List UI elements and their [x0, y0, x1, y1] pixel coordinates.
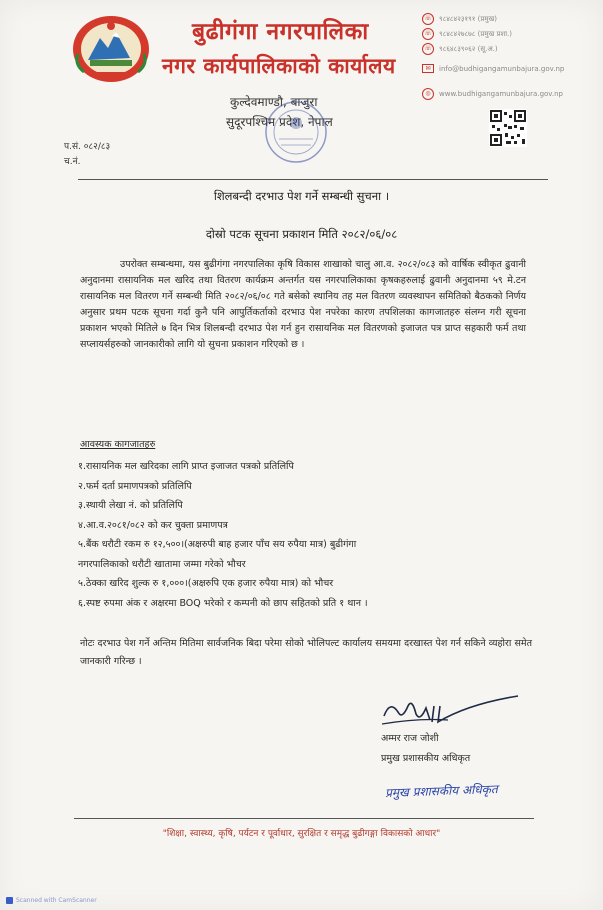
- globe-icon: ◎: [422, 88, 434, 100]
- office-title: नगर कार्यपालिकाको कार्यालय: [162, 54, 396, 78]
- address-district: कुल्देवमाण्डौ, बाजुरा: [230, 95, 318, 109]
- phone-icon: ☏: [422, 28, 434, 40]
- documents-list: [78, 457, 528, 613]
- contact-phone-3: [422, 43, 498, 55]
- contact-text: ९८४८४२७८७८ (प्रमुख प्रशा.): [439, 29, 512, 38]
- contact-text: ९८४८४२३१९१ (प्रमुख): [439, 14, 497, 23]
- mail-icon: ✉: [422, 64, 434, 73]
- documents-heading: आवस्यक कागजातहरु: [80, 439, 156, 450]
- signatory-name: अम्मर राज जोशी: [381, 733, 439, 744]
- list-item: २.फर्म दर्ता प्रमाणपत्रको प्रतिलिपि: [78, 480, 192, 492]
- contact-website[interactable]: [422, 88, 563, 100]
- contact-phone-1: [422, 13, 497, 25]
- designation-stamp: प्रमुख प्रशासकीय अधिकृत: [384, 782, 498, 800]
- notice-body: [80, 257, 526, 353]
- signatory-title: प्रमुख प्रशासकीय अधिकृत: [381, 753, 471, 764]
- list-item: ५.ठेक्का खरिद शुल्क रु १,०००।(अक्षरुपि एक हजार रुपैया मात्र) को भौचर: [78, 578, 334, 589]
- contact-phone-2: [422, 28, 512, 40]
- contact-text: ९८६४८३९०६२ (सू.अ.): [439, 44, 498, 53]
- nepal-emblem-logo: [70, 14, 152, 84]
- list-item: १.रासायनिक मल खरिदका लागि प्राप्त इजाजत पत्रको प्रतिलिपि: [78, 461, 294, 472]
- address-province: सुदूरपश्चिम प्रदेश, नेपाल: [226, 115, 333, 129]
- scanner-watermark: [6, 897, 97, 904]
- list-item: ४.आ.व.२०८१/०८२ को कर चुक्ता प्रमाणपत्र: [78, 519, 228, 531]
- phone-icon: ☏: [422, 43, 434, 55]
- camscanner-icon: [6, 897, 13, 904]
- qr-code: [489, 109, 527, 147]
- list-item: ६.स्पष्ट रुपमा अंक र अक्षरमा BOQ भरेको र कम्पनी को छाप सहितको प्रति १ थान ।: [78, 597, 368, 609]
- scanner-text: Scanned with CamScanner: [16, 897, 97, 904]
- list-item: ५.बैंक धरौटी रकम रु १२,५००।(अक्षरुपी बाह हजार पाँच सय रुपैया मात्र) बुढीगंगा: [78, 539, 357, 550]
- footer-motto: "शिक्षा, स्वास्थ्य, कृषि, पर्यटन र पूर्वाधार, सुरक्षित र समृद्ध बुढीगङ्गा विकासको आधार": [162, 829, 441, 839]
- footer-divider: [74, 818, 534, 819]
- reference-number: प.सं. ०८२/८३: [64, 142, 111, 152]
- list-item: ३.स्थायी लेखा नं. को प्रतिलिपि: [78, 500, 183, 511]
- header-divider: [78, 179, 548, 180]
- dispatch-number: च.नं.: [64, 157, 81, 167]
- contact-email[interactable]: [422, 64, 564, 73]
- phone-icon: ☏: [422, 13, 434, 25]
- handwritten-signature: [378, 694, 528, 728]
- municipality-title: बुढीगंगा नगरपालिका: [192, 19, 369, 45]
- body-paragraph: उपरोक्त सम्बन्धमा, यस बुढीगंगा नगरपालिका कृषि विकास शाखाको चालु आ.व. २०८२/०८३ को वार्षिक स्वीकृत ढुवानी अनुदानमा रासायनिक मल खरिद तथा वितरण कार्यक्रम अन्तर्गत यस नगरपालिकाका कृषकहरुलाई ढुवानी अनुदानमा ५९ मे.टन रासायनिक मल वितरण गर्ने सम्बन्धी मिति २०८२/०६/०८ गते बसेको स्थानिय तह मल वितरण व्यवस्थापन समितिको बैठकको निर्णय अनुसार प्रथम पटक सूचना गर्दा कुनै पनि आपुर्तिकर्ताको दरभाउ पेश नपरेका कारण तपशिलका कागजातहरु संलग्न गरी सूचना प्रकाशन भएको मितिले ७ दिन भित्र शिलबन्दी दरभाउ पेश गर्न हुन रासायनिक मल वितरणको इजाजत पत्र प्राप्त सहकारी फर्म तथा सप्लायर्सहरुको जानकारीको लागि यो सुचना प्रकाशन गरिएको छ ।: [80, 259, 526, 350]
- contact-text[interactable]: info@budhigangamunbajura.gov.np: [439, 64, 565, 73]
- office-seal-stamp: [263, 99, 329, 165]
- notice-subject: शिलबन्दी दरभाउ पेश गर्ने सम्बन्धी सुचना ।: [213, 189, 390, 203]
- list-item: नगरपालिकाको धरौटी खातामा जम्मा गरेको भौचर: [78, 558, 246, 570]
- contact-text[interactable]: www.budhigangamunbajura.gov.np: [439, 90, 563, 98]
- publication-date: दोस्रो पटक सूचना प्रकाशन मिति २०८२/०६/०८: [205, 227, 398, 241]
- note-text: नोटः दरभाउ पेश गर्ने अन्तिम मितिमा सार्वजनिक बिदा परेमा सोको भोलिपल्ट कार्यालय समयमा दरखास्त पेश गर्न सकिने व्यहोरा समेत जानकारी गरिन्छ ।: [80, 638, 532, 667]
